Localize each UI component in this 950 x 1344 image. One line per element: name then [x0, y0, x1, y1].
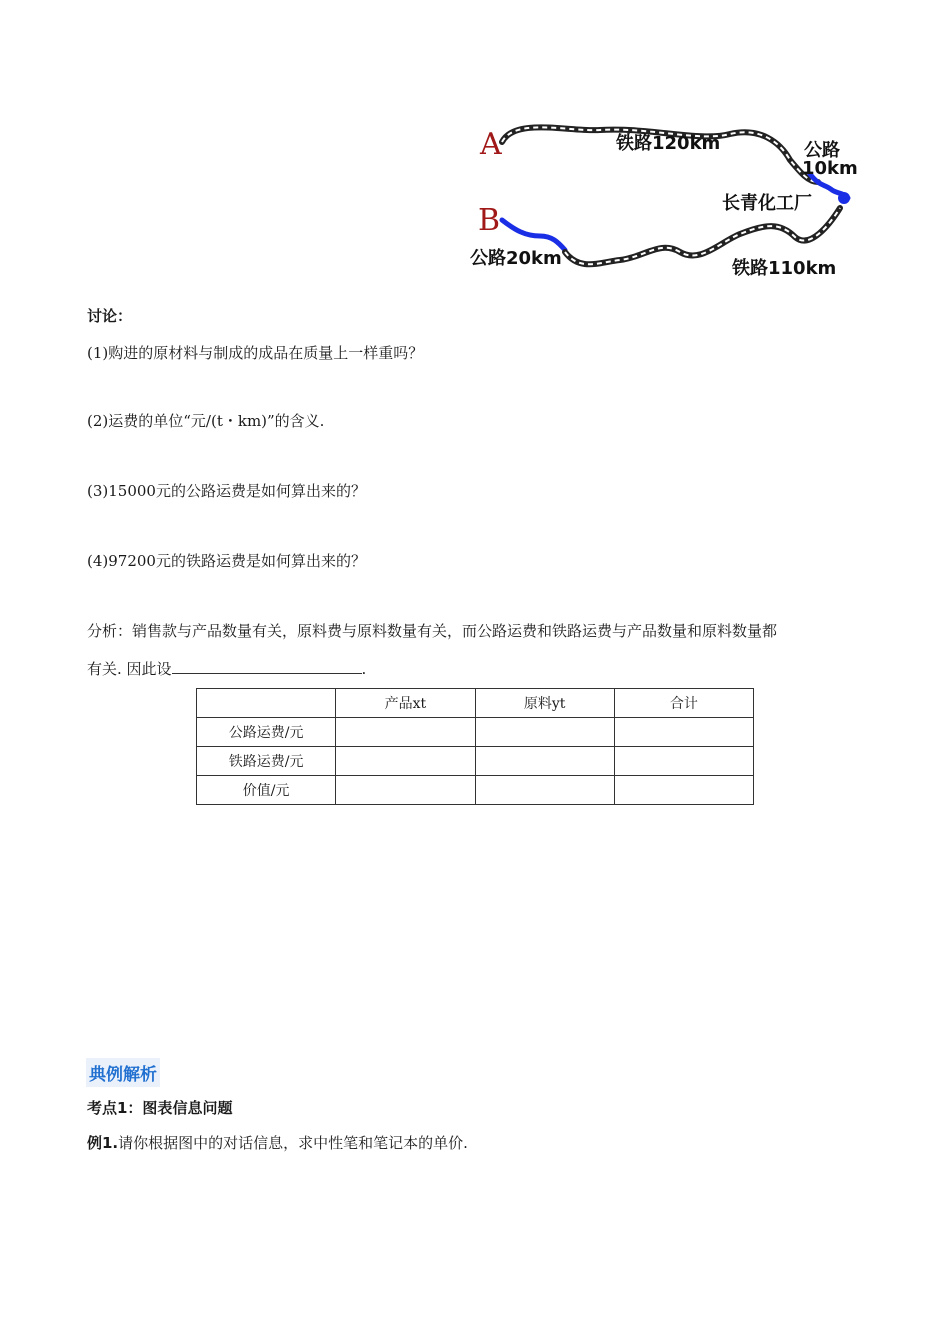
table-header-row [197, 689, 754, 718]
table-row-label: 公路运费/元 [197, 718, 336, 747]
topic-title: 考点1：图表信息问题 [87, 1099, 233, 1117]
section-heading: 典例解析 [86, 1058, 160, 1087]
road-b-label: 公路20km [470, 248, 562, 269]
discussion-question-1: (1)购进的原材料与制成的成品在质量上一样重吗？ [87, 344, 424, 362]
example-1 [87, 1132, 468, 1153]
table-header-cell [197, 689, 336, 718]
table-header-cell: 合计 [614, 689, 753, 718]
rail-b-label: 铁路110km [732, 258, 837, 279]
table-cell[interactable] [336, 747, 475, 776]
example-label: 例1. [87, 1134, 119, 1152]
road-a-label-line1: 公路 [804, 140, 840, 161]
analysis-line-1: 分析：销售款与产品数量有关，原料费与原料数量有关，而公路运费和铁路运费与产品数量和原料数量都 [87, 622, 778, 640]
rail-line-b [565, 208, 840, 264]
table-cell[interactable] [614, 718, 753, 747]
table-row-label: 铁路运费/元 [197, 747, 336, 776]
table-row [197, 747, 754, 776]
discussion-title: 讨论： [87, 307, 133, 325]
analysis-line-2-suffix: . [361, 660, 367, 678]
table-cell[interactable] [614, 747, 753, 776]
table-cell[interactable] [475, 718, 614, 747]
road-line-b [502, 220, 565, 250]
table-header-cell: 产品xt [336, 689, 475, 718]
road-a-label-line2: 10km [802, 158, 858, 179]
analysis-line-2 [87, 658, 366, 679]
point-a-label: A [480, 127, 502, 162]
route-map-figure [470, 112, 870, 287]
table-cell[interactable] [475, 776, 614, 805]
analysis-line-2-prefix: 有关. 因此设 [87, 660, 172, 678]
table-cell[interactable] [475, 747, 614, 776]
discussion-question-3: (3)15000元的公路运费是如何算出来的？ [87, 482, 366, 500]
discussion-question-2: (2)运费的单位“元/(t・km)”的含义. [87, 412, 325, 430]
factory-dot [838, 192, 850, 204]
table-header-cell: 原料yt [475, 689, 614, 718]
factory-label: 长青化工厂 [722, 193, 812, 214]
rail-a-label: 铁路120km [616, 133, 721, 154]
fill-in-blank[interactable] [172, 659, 362, 674]
example-text: 请你根据图中的对话信息，求中性笔和笔记本的单价. [118, 1134, 468, 1152]
table-cell[interactable] [614, 776, 753, 805]
table-cell[interactable] [336, 776, 475, 805]
table-row-label: 价值/元 [197, 776, 336, 805]
point-b-label: B [478, 203, 501, 238]
table-row [197, 776, 754, 805]
cost-table [196, 688, 754, 805]
table-cell[interactable] [336, 718, 475, 747]
table-row [197, 718, 754, 747]
discussion-question-4: (4)97200元的铁路运费是如何算出来的？ [87, 552, 366, 570]
